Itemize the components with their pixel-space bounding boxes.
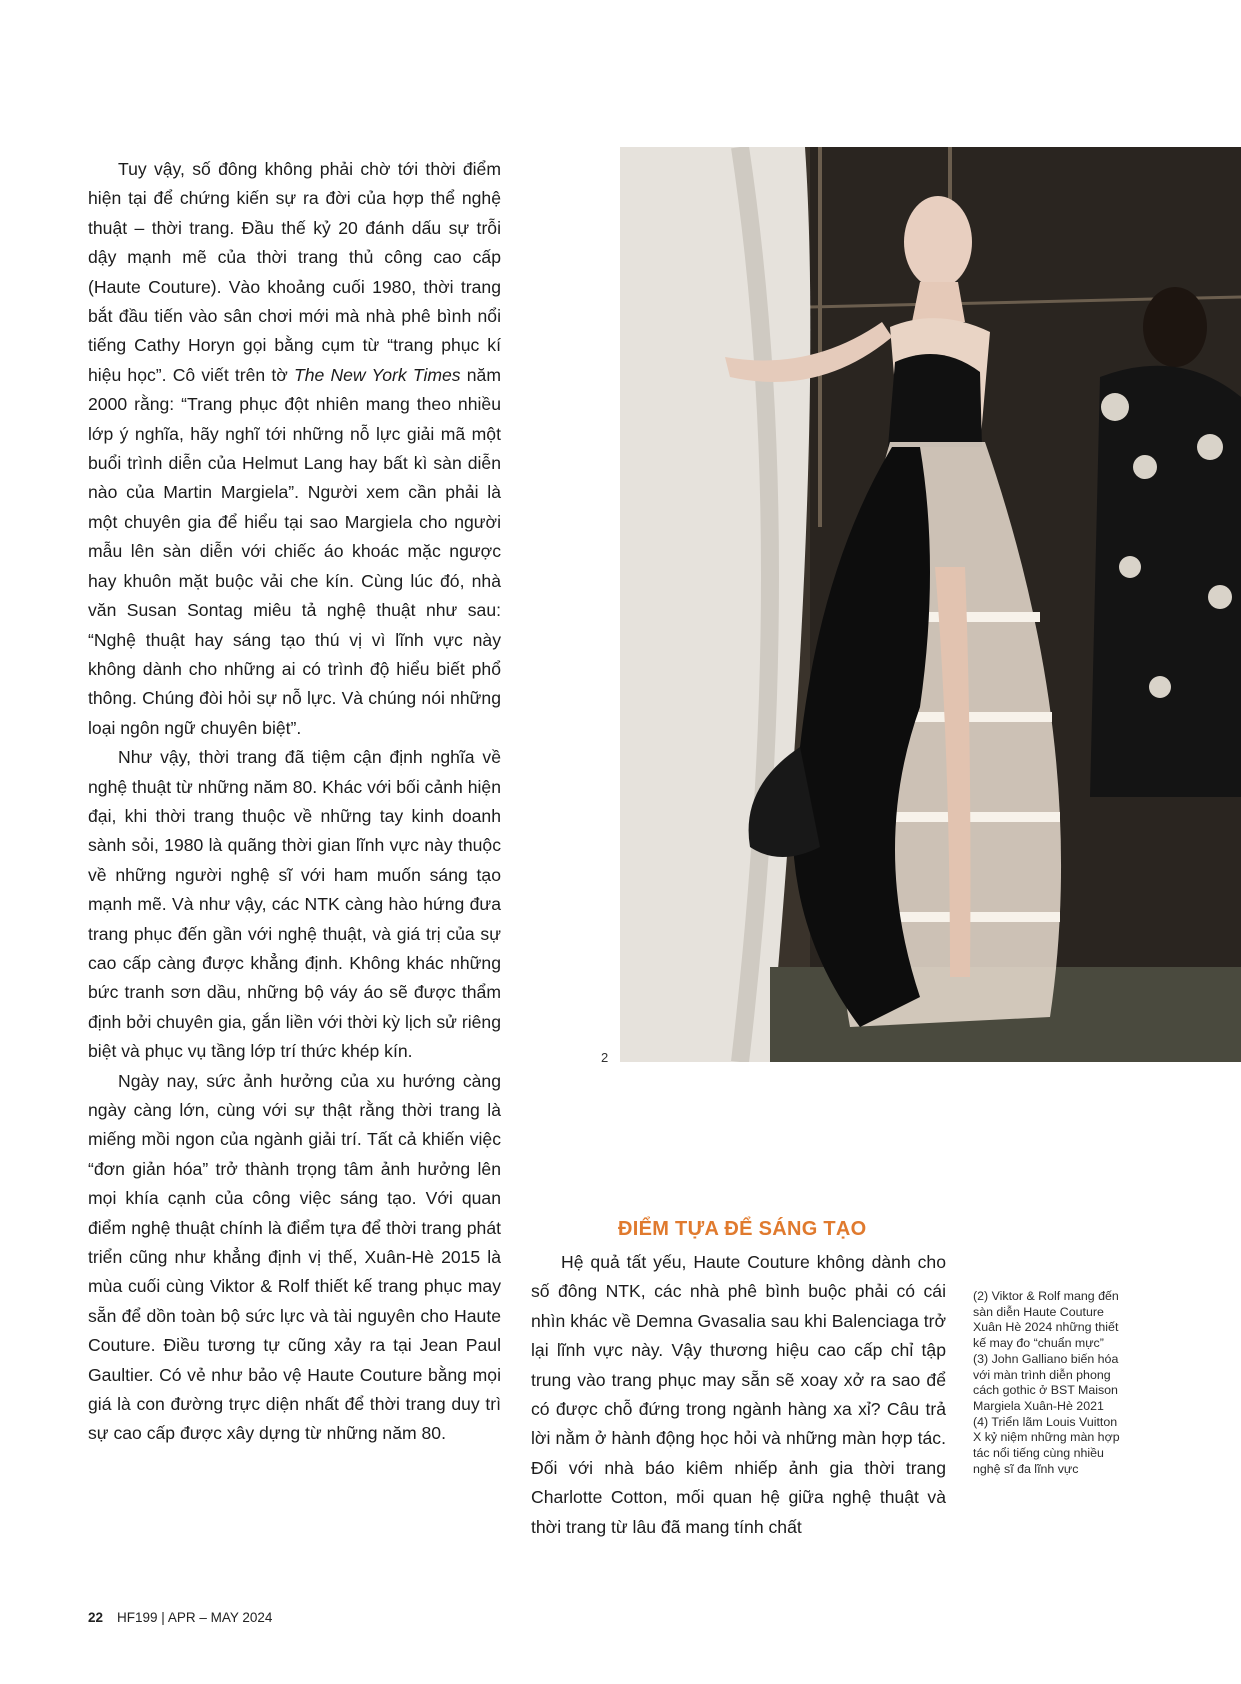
runway-photo [620, 147, 1241, 1062]
publication-name: The New York Times [293, 364, 461, 385]
caption-4: (4) Triển lãm Louis Vuitton X kỷ niệm những màn hợp tác nổi tiếng cùng nhiều nghệ sĩ đa lĩnh vực [973, 1414, 1120, 1476]
photo-number: 2 [601, 1050, 609, 1065]
section-heading: ĐIỂM TỰA ĐỂ SÁNG TẠO [618, 1218, 867, 1240]
caption-3: (3) John Galliano biến hóa với màn trình diễn phong cách gothic ở BST Maison Margiela Xuân-Hè 2021 [973, 1351, 1119, 1413]
paragraph-1: Tuy vậy, số đông không phải chờ tới thời điểm hiện tại để chứng kiến sự ra đời của hợp thể nghệ thuật – thời trang. Đầu thế kỷ 20 đánh dấu sự trỗi dậy mạnh mẽ của thời trang thủ công cao cấp (Haute Couture). Vào khoảng cuối 1980, thời trang bắt đầu tiến vào sân chơi mới mà nhà phê bình nổi tiếng Cathy Horyn gọi bằng cụm từ “trang phục kí hiệu học”. Cô viết trên tờ The New York Times năm 2000 rằng: “Trang phục đột nhiên mang theo nhiều lớp ý nghĩa, hãy nghĩ tới những nỗ lực giải mã một buổi trình diễn của Helmut Lang hay bất kì sàn diễn nào của Martin Margiela”. Người xem cần phải là một chuyên gia để hiểu tại sao Margiela cho người mẫu lên sàn diễn với chiếc áo khoác mặc ngược hay khuôn mặt buộc vải che kín. Cùng lúc đó, nhà văn Susan Sontag miêu tả nghệ thuật như sau: “Nghệ thuật hay sáng tạo thú vị vì lĩnh vực này không dành cho những ai có trình độ hiểu biết phổ thông. Chúng đòi hỏi sự nỗ lực. Và chúng nói những loại ngôn ngữ chuyên biệt”. [88, 159, 501, 738]
photo-illustration [620, 147, 1241, 1062]
caption-2: (2) Viktor & Rolf mang đến sàn diễn Haute Couture Xuân Hè 2024 những thiết kế may đo “chuẩn mực” [973, 1289, 1119, 1351]
page-footer [88, 1610, 272, 1625]
issue-info: HF199 | APR – MAY 2024 [117, 1610, 273, 1625]
paragraph-3: Ngày nay, sức ảnh hưởng của xu hướng càng ngày càng lớn, cùng với sự thật rằng thời trang là miếng mồi ngon của ngành giải trí. Tất cả khiến việc “đơn giản hóa” trở thành trọng tâm ảnh hưởng lên mọi khía cạnh của công việc sáng tạo. Với quan điểm nghệ thuật chính là điểm tựa để thời trang phát triển cũng như khẳng định vị thế, Xuân-Hè 2015 là mùa cuối cùng Viktor & Rolf thiết kế trang phục may sẵn để dồn toàn bộ sức lực và tài nguyên cho Haute Couture. Điều tương tự cũng xảy ra tại Jean Paul Gaultier. Có vẻ như bảo vệ Haute Couture bằng mọi giá là con đường trực diện nhất để thời trang duy trì sự cao cấp được xây dựng từ những năm 80. [88, 1070, 501, 1444]
page-number: 22 [88, 1610, 104, 1625]
photo-captions [973, 1289, 1121, 1477]
section-paragraph-1: Hệ quả tất yếu, Haute Couture không dành cho số đông NTK, các nhà phê bình buộc phải có cái nhìn khác về Demna Gvasalia sau khi Balenciaga trở lại lĩnh vực này. Vậy thương hiệu cao cấp chỉ tập trung vào trang phục may sẵn sẽ xoay xở ra sao để có được chỗ đứng trong ngành hàng xa xỉ? Câu trả lời nằm ở hành động học hỏi và những màn hợp tác. Đối với nhà báo kiêm nhiếp ảnh gia thời trang Charlotte Cotton, mối quan hệ giữa nghệ thuật và thời trang từ lâu đã mang tính chất [531, 1252, 946, 1537]
middle-article-column [531, 1248, 946, 1542]
paragraph-2: Như vậy, thời trang đã tiệm cận định nghĩa về nghệ thuật từ những năm 80. Khác với bối cảnh hiện đại, khi thời trang thuộc về những tay kinh doanh sành sỏi, 1980 là quãng thời gian lĩnh vực này thuộc về những người nghệ sĩ với ham muốn sáng tạo mạnh mẽ. Và như vậy, các NTK càng hào hứng đưa trang phục đến gần với nghệ thuật, và giá trị của sự cao cấp càng được khẳng định. Không khác những bức tranh sơn dầu, những bộ váy áo sẽ được thẩm định bởi chuyên gia, gắn liền với thời kỳ lịch sử riêng biệt và phục vụ tầng lớp trí thức khép kín. [88, 747, 501, 1062]
left-article-column [88, 155, 501, 1449]
